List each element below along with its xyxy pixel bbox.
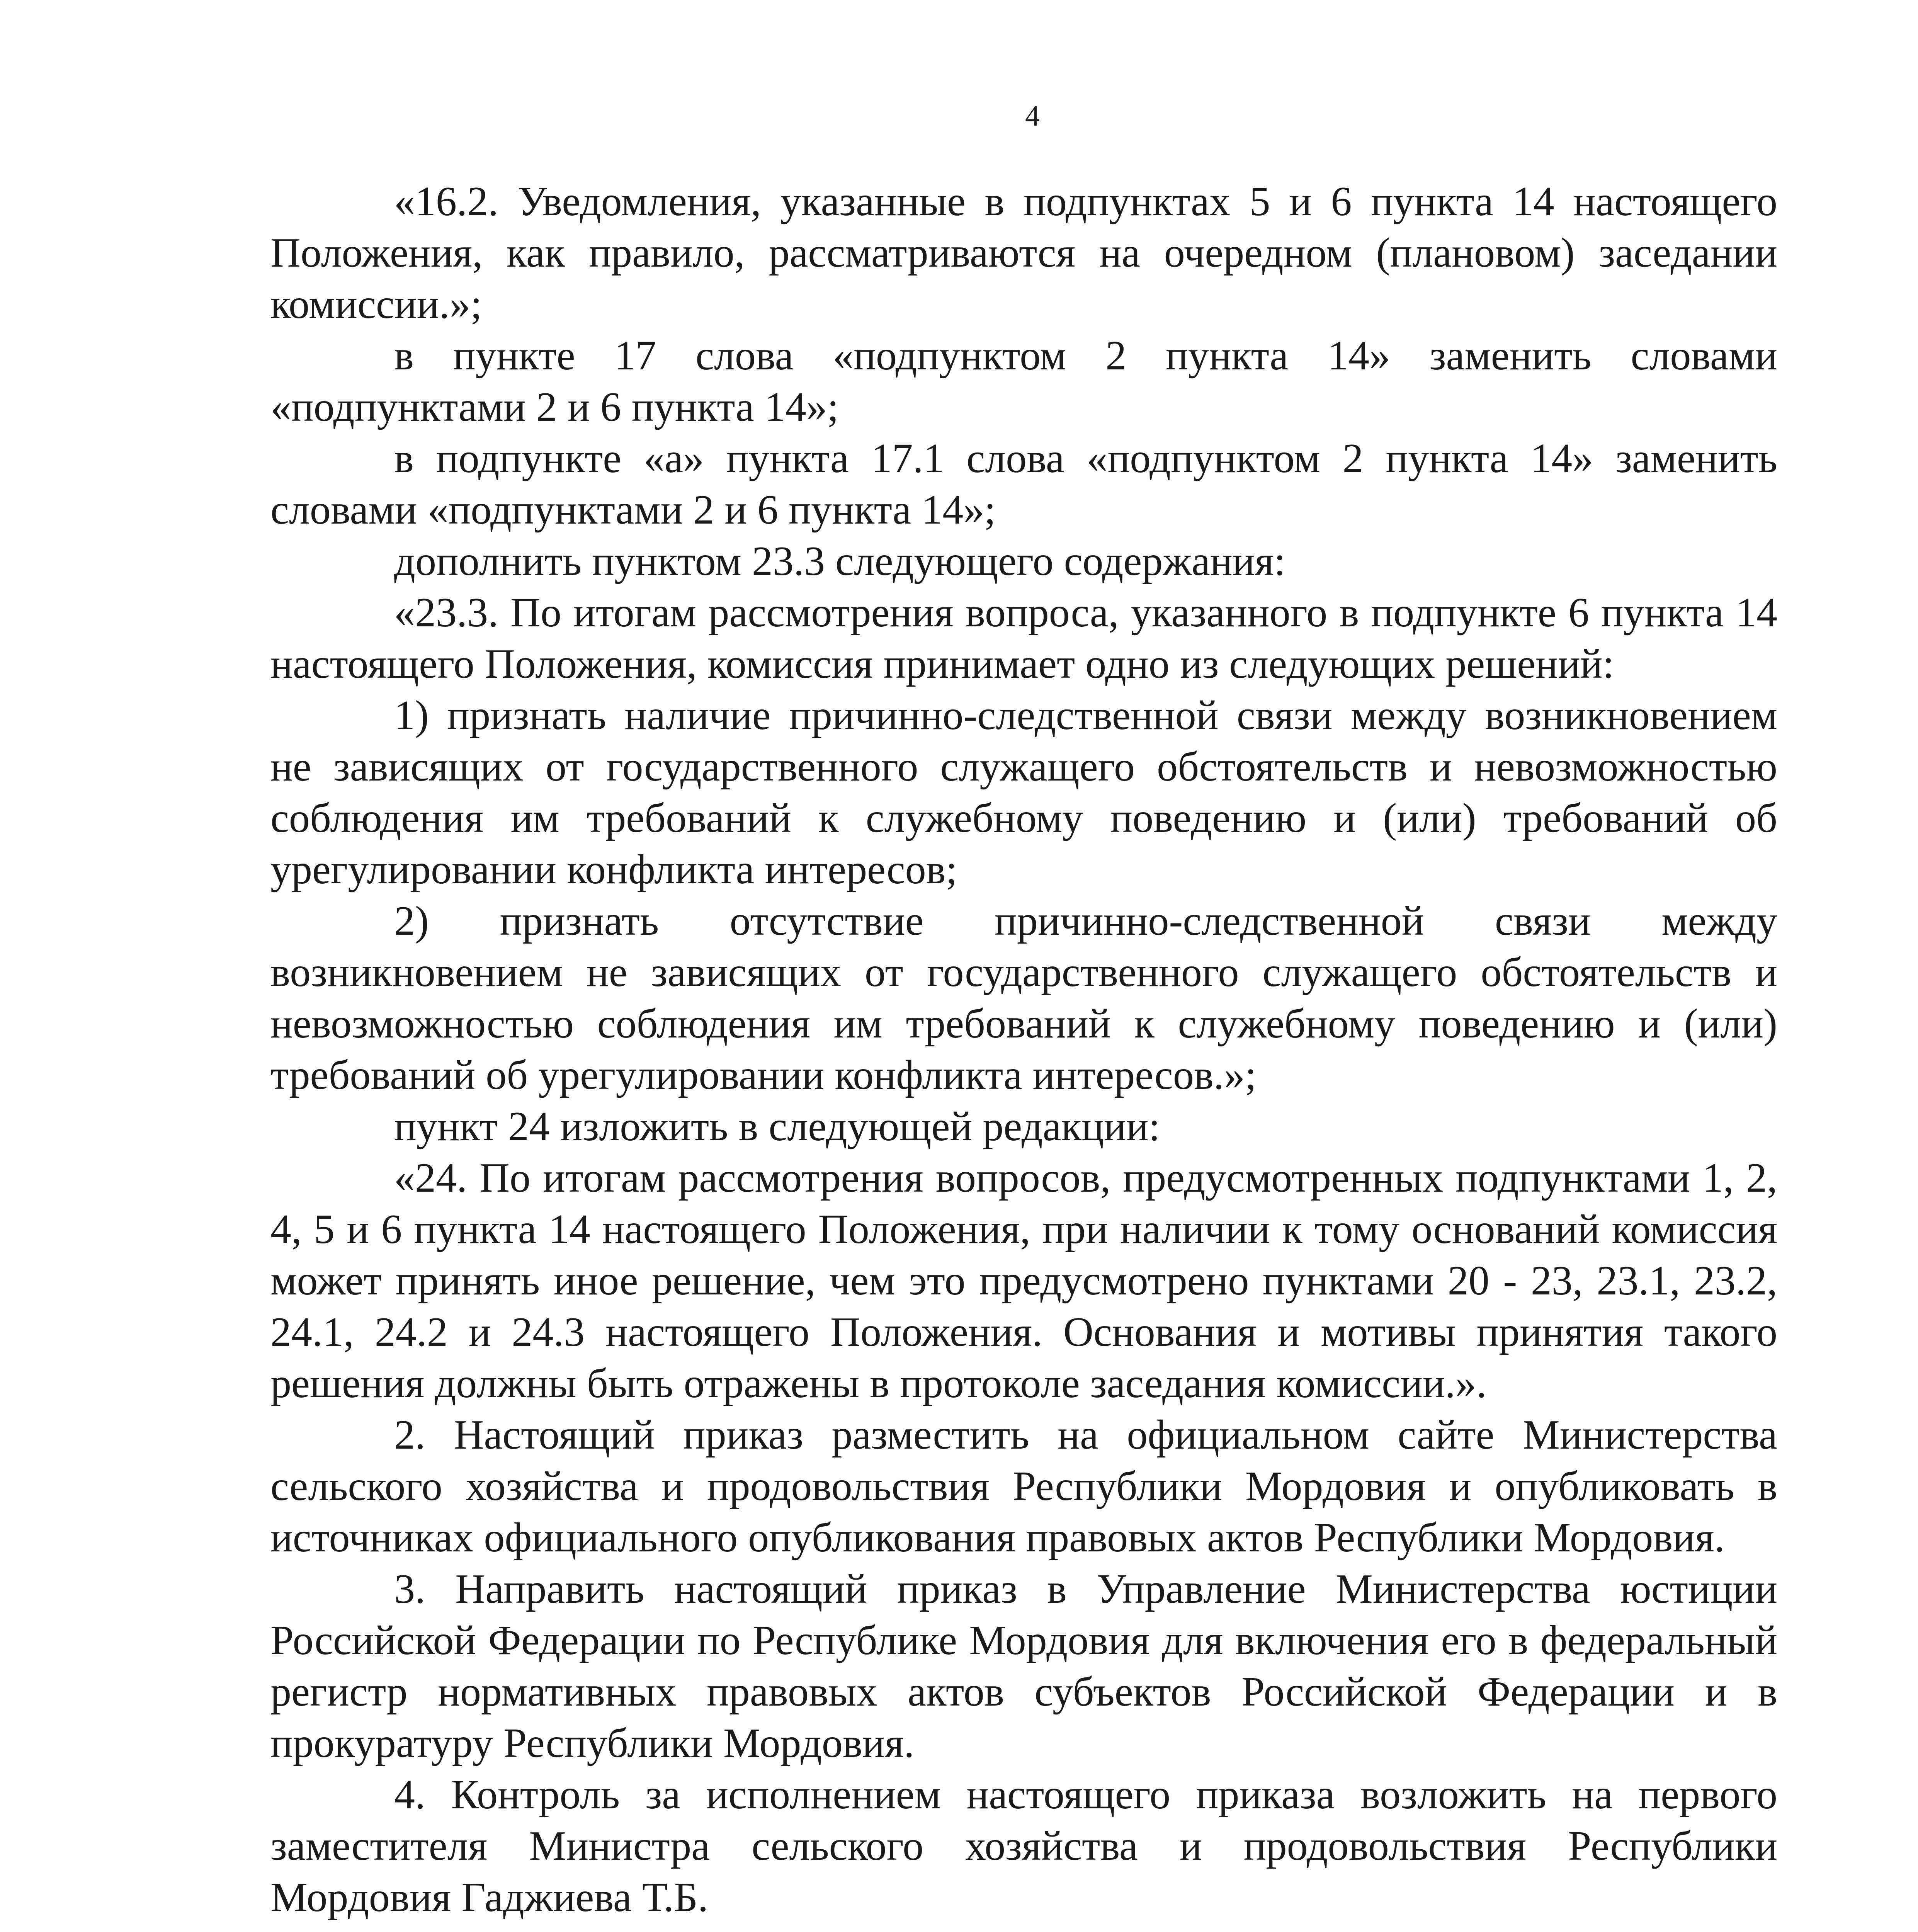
paragraph-16-2: «16.2. Уведомления, указанные в подпунктах 5 и 6 пункта 14 настоящего Положения, как правило, рассматриваются на очередном (плановом) заседании комиссии.»;	[270, 179, 1777, 327]
paragraph-amend-17: в пункте 17 слова «подпунктом 2 пункта 14» заменить словами «подпунктами 2 и 6 пункта 14»;	[270, 333, 1777, 430]
paragraph-23-3-item-2: 2) признать отсутствие причинно-следственной связи между возникновением не зависящих от государственного служащего обстоятельств и невозможностью соблюдения им требований к служебному поведению и (или) требований об урегулировании конфликта интересов.»;	[270, 898, 1777, 1098]
paragraph-order-4: 4. Контроль за исполнением настоящего приказа возложить на первого заместителя Министра сельского хозяйства и продовольствия Республики Мордовия Гаджиева Т.Б.	[270, 1772, 1777, 1920]
paragraph-amend-17-1: в подпункте «а» пункта 17.1 слова «подпунктом 2 пункта 14» заменить словами «подпунктами 2 и 6 пункта 14»;	[270, 435, 1777, 533]
paragraph-amend-24: пункт 24 изложить в следующей редакции:	[394, 1104, 1160, 1150]
paragraph-23-3-item-1: 1) признать наличие причинно-следственной связи между возникновением не зависящих от государственного служащего обстоятельств и невозможностью соблюдения им требований к служебному поведению и (или) требований об урегулировании конфликта интересов;	[270, 692, 1777, 893]
paragraph-24: «24. По итогам рассмотрения вопросов, предусмотренных подпунктами 1, 2, 4, 5 и 6 пункта 14 настоящего Положения, при наличии к тому оснований комиссия может принять иное решение, чем это предусмотрено пунктами 20 - 23, 23.1, 23.2, 24.1, 24.2 и 24.3 настоящего Положения. Основания и мотивы принятия такого решения должны быть отражены в протоколе заседания комиссии.».	[270, 1155, 1777, 1406]
paragraph-23-3: «23.3. По итогам рассмотрения вопроса, указанного в подпункте 6 пункта 14 настоящего Положения, комиссия принимает одно из следующих решений:	[270, 590, 1777, 687]
paragraph-order-2: 2. Настоящий приказ разместить на официальном сайте Министерства сельского хозяйства и продовольствия Республики Мордовия и опубликовать в источниках официального опубликования правовых актов Республики Мордовия.	[270, 1412, 1777, 1561]
page-number: 4	[1025, 100, 1040, 132]
paragraph-add-23-3: дополнить пунктом 23.3 следующего содержания:	[394, 538, 1286, 584]
document-body	[270, 176, 1777, 1923]
paragraph-order-3: 3. Направить настоящий приказ в Управление Министерства юстиции Российской Федерации по Республике Мордовия для включения его в федеральный регистр нормативных правовых актов субъектов Российской Федерации и в прокуратуру Республики Мордовия.	[270, 1566, 1777, 1766]
